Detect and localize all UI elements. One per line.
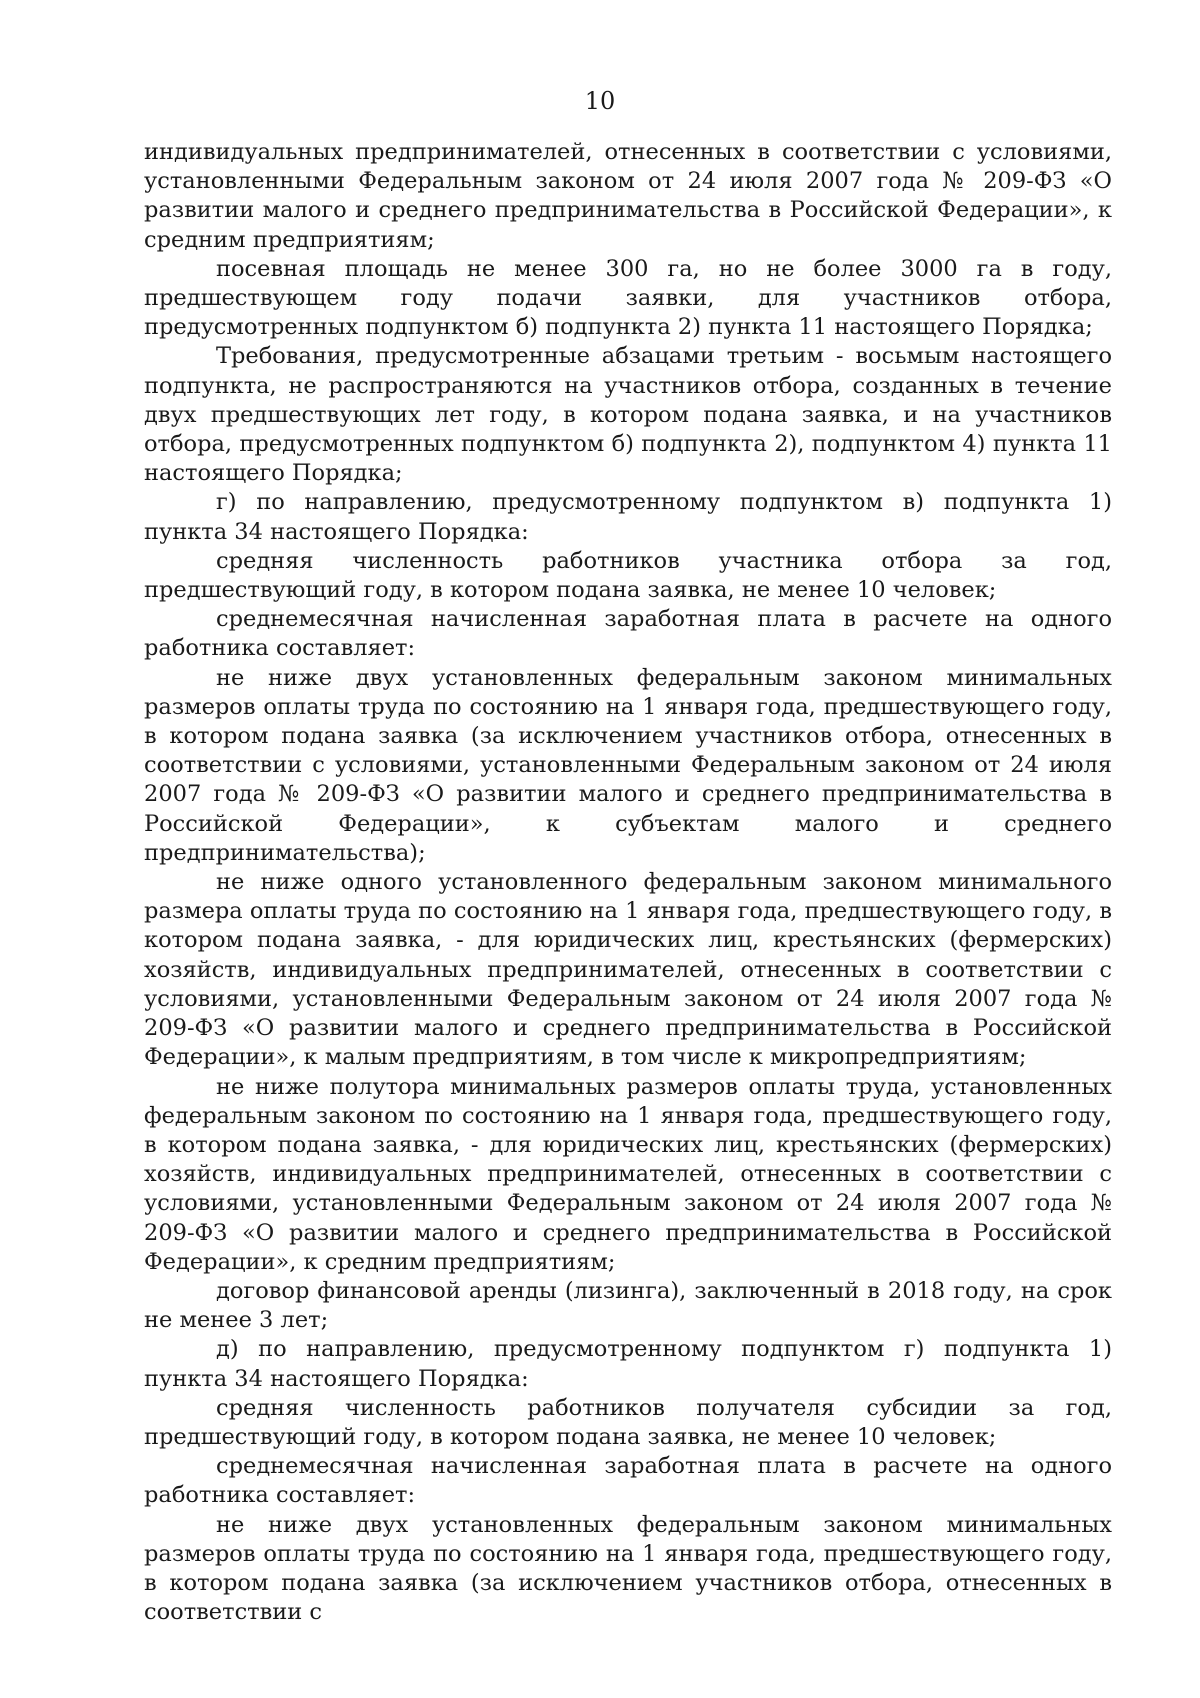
paragraph: средняя численность работников участника отбора за год, предшествующий году, в котором подана заявка, не менее 10 человек;: [144, 547, 1112, 604]
page-number: 10: [584, 87, 616, 115]
paragraph: не ниже двух установленных федеральным законом минимальных размеров оплаты труда по состоянию на 1 января года, предшествующего году, в котором подана заявка (за исключением участников отбора, отнесенных в соответствии с: [144, 1511, 1112, 1626]
paragraph: посевная площадь не менее 300 га, но не более 3000 га в году, предшествующем году подачи заявки, для участников отбора, предусмотренных подпунктом б) подпункта 2) пункта 11 настоящего Порядка;: [144, 255, 1112, 341]
paragraph: среднемесячная начисленная заработная плата в расчете на одного работника составляет:: [144, 1453, 1112, 1509]
paragraph: г) по направлению, предусмотренному подпунктом в) подпункта 1) пункта 34 настоящего Порядка:: [144, 489, 1112, 545]
paragraph: Требования, предусмотренные абзацами третьим - восьмым настоящего подпункта, не распространяются на участников отбора, созданных в течение двух предшествующих лет году, в котором подана заявка, и на участников отбора, предусмотренных подпунктом б) подпункта 2), подпунктом 4) пункта 11 настоящего Порядка;: [144, 343, 1112, 487]
paragraph: не ниже двух установленных федеральным законом минимальных размеров оплаты труда по состоянию на 1 января года, предшествующего году, в котором подана заявка (за исключением участников отбора, отнесенных в соответствии с условиями, установленными Федеральным законом от 24 июля 2007 года № 209-ФЗ «О развитии малого и среднего предпринимательства в Российской Федерации», к субъектам малого и среднего предпринимательства);: [144, 664, 1112, 866]
paragraph: среднемесячная начисленная заработная плата в расчете на одного работника составляет:: [144, 606, 1112, 662]
paragraph: д) по направлению, предусмотренному подпунктом г) подпункта 1) пункта 34 настоящего Порядка:: [144, 1336, 1112, 1392]
paragraph: средняя численность работников получателя субсидии за год, предшествующий году, в котором подана заявка, не менее 10 человек;: [144, 1394, 1112, 1450]
paragraph: не ниже одного установленного федеральным законом минимального размера оплаты труда по состоянию на 1 января года, предшествующего году, в котором подана заявка, - для юридических лиц, крестьянских (фермерских) хозяйств, индивидуальных предпринимателей, отнесенных в соответствии с условиями, установленными Федеральным законом от 24 июля 2007 года № 209-ФЗ «О развитии малого и среднего предпринимательства в Российской Федерации», к малым предприятиям, в том числе к микропредприятиям;: [144, 869, 1112, 1071]
paragraph: договор финансовой аренды (лизинга), заключенный в 2018 году, на срок не менее 3 лет;: [144, 1277, 1112, 1334]
paragraph: индивидуальных предпринимателей, отнесенных в соответствии с условиями, установленными Федеральным законом от 24 июля 2007 года № 209-ФЗ «О развитии малого и среднего предпринимательства в Российской Федерации», к средним предприятиям;: [144, 139, 1112, 253]
paragraph: не ниже полутора минимальных размеров оплаты труда, установленных федеральным законом по состоянию на 1 января года, предшествующего году, в котором подана заявка, - для юридических лиц, крестьянских (фермерских) хозяйств, индивидуальных предпринимателей, отнесенных в соответствии с условиями, установленными Федеральным законом от 24 июля 2007 года № 209-ФЗ «О развитии малого и среднего предпринимательства в Российской Федерации», к средним предприятиям;: [144, 1073, 1112, 1275]
document-body: [144, 138, 1112, 1627]
